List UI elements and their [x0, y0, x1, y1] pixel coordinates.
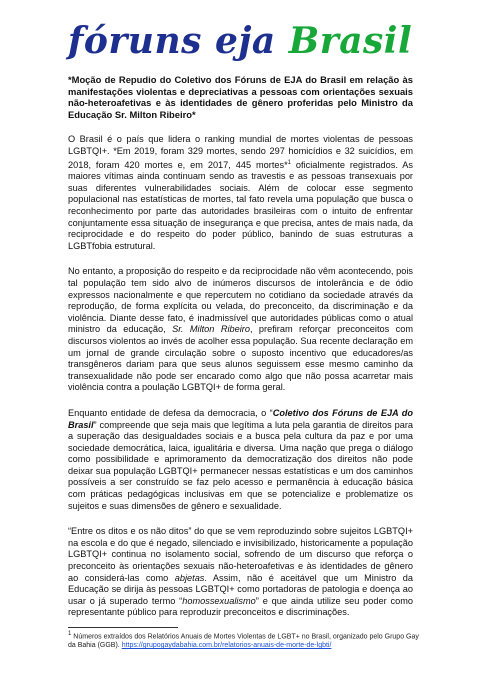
logo-word-foruns: fóruns — [67, 20, 202, 62]
logo-word-eja: eja — [214, 20, 276, 62]
p4-text-b: . Assim, não é aceitável que um Ministro da Educação se dirija às pessoas LGBTQI+ como portadoras de patologia e doença ao usar o já superado termo “ — [68, 572, 414, 606]
p4-text-a: “Entre os ditos e os não ditos” do que se vem reproduzindo sobre sujeitos LGBTQI+ na escola e do que é negado, silenciado e invisibilizado, historicamente a população LGBTQI+ continua no isolamento social, sofrendo de um discurso que reforça o preconceito às orientações sexuais não-heteroafetivas e às identidades de gênero ao considerá-las como — [68, 526, 413, 583]
footnote-divider — [68, 627, 178, 628]
logo-text — [0, 20, 480, 62]
document-title: *Moção de Repudio do Coletivo dos Fóruns de EJA do Brasil em relação às manifestações violentas e depreciativas a pessoas com orientações sexuais não-heteroafetivas e às identidades de gênero proferidas pelo Ministro da Educação Sr. Milton Ribeiro* — [68, 74, 413, 120]
p1-text-b: oficialmente registrados. As maiores vítimas ainda continuam sendo as travestis e as pessoas transexuais por suas diferentes vulnerabilidades sociais. Além de colocar esse segmento populacional nas estatísticas de mortes, tal fato revela uma população que busca o reconhecimento por parte das autoridades brasileiras com o intuito de enfrentar conjuntamente essa situação de insegurança e que precisa, antes de mais nada, da reciprocidade e do respeito do poder público, banindo de suas estruturas a LGBTfobia estrutural. — [68, 159, 414, 251]
footnote-ref: 1 — [287, 159, 291, 166]
p3-collective-name: Coletivo dos Fóruns de EJA do Brasil — [68, 407, 413, 430]
p4-text-c: ” e que ainda utilize seu poder como representante público para reproduzir preconceitos e discriminações. — [68, 595, 413, 618]
p4-abjetas: abjetas — [174, 572, 205, 583]
footnote-number: 1 — [68, 631, 72, 637]
header-logo — [0, 6, 480, 66]
paragraph-2 — [68, 266, 413, 394]
paragraph-1 — [68, 134, 413, 252]
p4-homossexualismo: homossexualismo — [182, 595, 256, 606]
footnote — [68, 630, 428, 650]
p3-text-a: Enquanto entidade de defesa da democracia, o “ — [68, 407, 273, 418]
paragraph-4 — [68, 526, 413, 619]
footnote-text: Números extraídos dos Relatórios Anuais de Mortes Violentas de LGBT+ no Brasil, organizado pelo Grupo Gay da Bahia (GGB). — [68, 633, 419, 650]
p3-text-b: ” compreende que seja mais que legítima a luta pela garantia de direitos para a superação das desigualdades sociais e a busca pela cultura da paz e por uma sociedade democrática, laica, igualitária e diversa. Uma nação que prega o diálogo como possibilidade e aprimoramento da democratização dos direitos não pode deixar sua população LGBTQI+ permanecer nessas estatísticas e um dos caminhos possíveis a ser construído se faz pelo acesso e permanência à educação básica com práticas pedagógicas inclusivas em que se potencialize e problematize os sujeitos e suas dimensões de gênero e sexualidade. — [68, 419, 413, 511]
p2-text-b: , prefiram reforçar preconceitos com discursos violentos ao invés de acolher essa população. Sua recente declaração em um jornal de grande circulação sobre o suposto incentivo que educadores/as transgêneros dariam para que seus alunos seguissem esse mesmo caminho da transexualidade não pode ser encarado como algo que não possa acarretar mais violência contra a poulação LGBTQI+ de forma geral. — [68, 324, 413, 393]
logo-word-brasil: Brasil — [288, 20, 413, 62]
footnote-link[interactable]: https://grupogaydabahia.com.br/relatorios-anuais-de-morte-de-lgbti/ — [121, 642, 332, 650]
p1-text-a: O Brasil é o país que lidera o ranking mundial de mortes violentas de pessoas LGBTQI+. *Em 2019, foram 329 mortes, sendo 297 homicídios e 32 suicídios, em 2018, foram 420 mortes e, em 2017, 445 mortes* — [68, 134, 413, 170]
p2-minister-name: Sr. Milton Ribeiro — [172, 324, 250, 335]
paragraph-3 — [68, 408, 413, 512]
p2-text-a: No entanto, a proposição do respeito e da reciprocidade não vêm acontecendo, pois tal população tem sido alvo de inúmeros discursos de intolerância e de ódio expressos nacionalmente e que repercutem no cotidiano da sociedade através da reprodução, de forma explícita ou velada, do preconceito, da discriminação e da violência. Diante desse fato, é inadmissível que autoridades públicas como o atual ministro da educação, — [68, 266, 413, 335]
document-body — [68, 74, 413, 633]
